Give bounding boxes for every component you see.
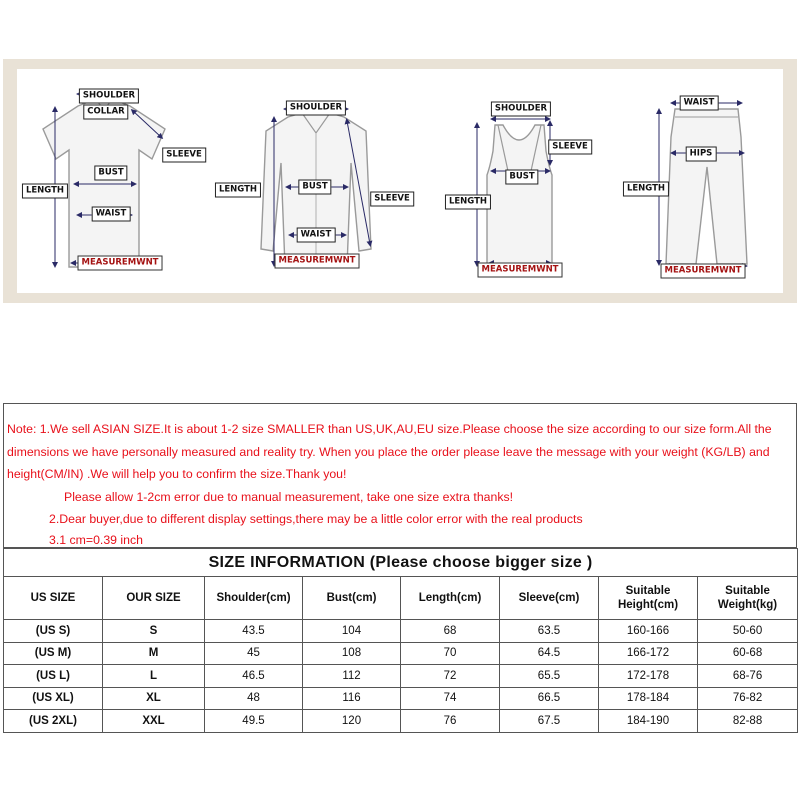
cell-bust: 120 (303, 710, 401, 733)
header-our-size: OUR SIZE (103, 577, 205, 620)
cell-bust: 104 (303, 620, 401, 643)
cell-height: 178-184 (599, 687, 698, 710)
note-asian-size-text: Note: 1.We sell ASIAN SIZE.It is about 1-2 size SMALLER than US,UK,AU,EU size.Please choose the size according to our size form.All the dimensions we have personally measured and reality try. When you place the order please leave the message with your weight (KG/LB) and height(CM/IN) .We will help you to confirm the size.Thank you! (7, 422, 772, 481)
cell-bust: 108 (303, 642, 401, 665)
pants-waist-label: WAIST (680, 96, 719, 111)
pants-hips-label: HIPS (686, 147, 717, 162)
cell-height: 172-178 (599, 665, 698, 688)
shirt-length-label: LENGTH (215, 183, 261, 198)
tshirt-shoulder-label: SHOULDER (79, 89, 139, 104)
cell-bust: 112 (303, 665, 401, 688)
cell-length: 70 (401, 642, 500, 665)
header-length: Length(cm) (401, 577, 500, 620)
cell-weight: 82-88 (698, 710, 798, 733)
shirt-waist-label: WAIST (297, 228, 336, 243)
cell-shoulder: 43.5 (205, 620, 303, 643)
table-row (4, 687, 798, 710)
tank-bust-label: BUST (505, 170, 538, 185)
note-color-text: 2.Dear buyer,due to different display settings,there may be a little color error with the real products (49, 512, 583, 526)
cell-us-size: (US S) (4, 620, 103, 643)
cell-sleeve: 65.5 (500, 665, 599, 688)
cell-shoulder: 46.5 (205, 665, 303, 688)
cell-sleeve: 66.5 (500, 687, 599, 710)
cell-length: 74 (401, 687, 500, 710)
table-row (4, 620, 798, 643)
tshirt-bust-label: BUST (94, 166, 127, 181)
table-header-row (4, 577, 798, 620)
tshirt-sleeve-label: SLEEVE (162, 148, 206, 163)
cell-height: 166-172 (599, 642, 698, 665)
cell-our-size: S (103, 620, 205, 643)
size-information-table (3, 548, 798, 733)
cell-length: 72 (401, 665, 500, 688)
cell-us-size: (US XL) (4, 687, 103, 710)
header-weight: Suitable Weight(kg) (698, 577, 798, 620)
table-title: SIZE INFORMATION (Please choose bigger size ) (4, 549, 798, 577)
tank-shoulder-label: SHOULDER (491, 102, 551, 117)
cell-us-size: (US M) (4, 642, 103, 665)
cell-weight: 60-68 (698, 642, 798, 665)
cell-our-size: XXL (103, 710, 205, 733)
cell-sleeve: 67.5 (500, 710, 599, 733)
pants-measurement-label: MEASUREMWNT (661, 264, 746, 279)
size-note-box (3, 403, 797, 548)
cell-shoulder: 48 (205, 687, 303, 710)
shirt-bust-label: BUST (298, 180, 331, 195)
cell-us-size: (US L) (4, 665, 103, 688)
table-row (4, 642, 798, 665)
pants-length-label: LENGTH (623, 182, 669, 197)
cell-our-size: M (103, 642, 205, 665)
shirt-measurement-label: MEASUREMWNT (275, 254, 360, 269)
cell-us-size: (US 2XL) (4, 710, 103, 733)
tank-measurement-label: MEASUREMWNT (478, 263, 563, 278)
shirt-shoulder-label: SHOULDER (286, 101, 346, 116)
note-error-text: Please allow 1-2cm error due to manual measurement, take one size extra thanks! (64, 490, 514, 504)
tank-sleeve-label: SLEEVE (548, 140, 592, 155)
cell-length: 68 (401, 620, 500, 643)
table-row (4, 665, 798, 688)
header-height: Suitable Height(cm) (599, 577, 698, 620)
cell-length: 76 (401, 710, 500, 733)
note-conversion-text: 3.1 cm=0.39 inch (49, 533, 143, 547)
tshirt-length-label: LENGTH (22, 184, 68, 199)
tshirt-waist-label: WAIST (92, 207, 131, 222)
measurement-diagrams-panel (3, 59, 797, 303)
tank-length-label: LENGTH (445, 195, 491, 210)
cell-our-size: XL (103, 687, 205, 710)
cell-height: 160-166 (599, 620, 698, 643)
header-shoulder: Shoulder(cm) (205, 577, 303, 620)
cell-weight: 68-76 (698, 665, 798, 688)
cell-sleeve: 63.5 (500, 620, 599, 643)
header-bust: Bust(cm) (303, 577, 401, 620)
tshirt-figure (43, 94, 165, 267)
tshirt-measurement-label: MEASUREMWNT (78, 256, 163, 271)
cell-bust: 116 (303, 687, 401, 710)
table-row (4, 710, 798, 733)
shirt-sleeve-label: SLEEVE (370, 192, 414, 207)
cell-height: 184-190 (599, 710, 698, 733)
cell-shoulder: 45 (205, 642, 303, 665)
cell-sleeve: 64.5 (500, 642, 599, 665)
header-us-size: US SIZE (4, 577, 103, 620)
tshirt-collar-label: COLLAR (83, 105, 128, 120)
header-sleeve: Sleeve(cm) (500, 577, 599, 620)
cell-weight: 50-60 (698, 620, 798, 643)
cell-our-size: L (103, 665, 205, 688)
cell-shoulder: 49.5 (205, 710, 303, 733)
pants-figure (659, 103, 747, 266)
cell-weight: 76-82 (698, 687, 798, 710)
